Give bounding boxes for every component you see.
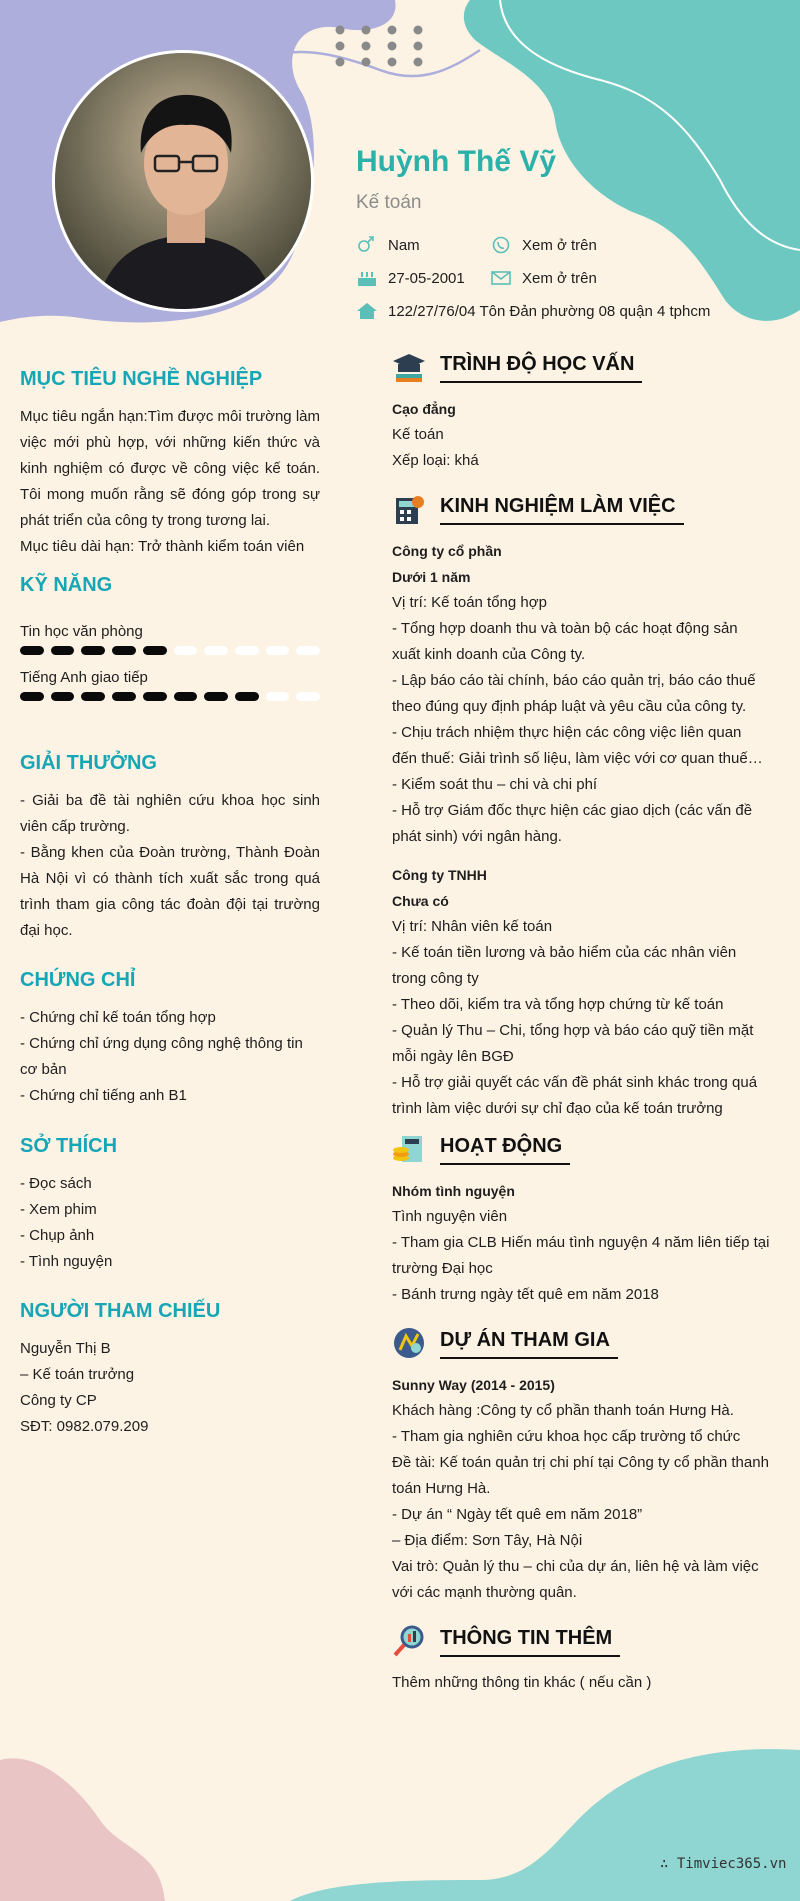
gender-value: Nam (388, 236, 420, 254)
section-title: THÔNG TIN THÊM (440, 1625, 620, 1657)
certificates-section (20, 967, 320, 1109)
skill-level-dash (266, 692, 290, 701)
email-value: Xem ở trên (522, 269, 597, 287)
hobbies-section (20, 1133, 320, 1275)
job-entry (392, 862, 770, 1122)
activities-section (392, 1132, 770, 1308)
dot (414, 42, 423, 51)
skill-level-dash (81, 692, 105, 701)
skill-name: Tin học văn phòng (20, 623, 143, 640)
job-duty: - Kiểm soát thu – chi và chi phí (392, 776, 598, 793)
skill-level-dash (20, 692, 44, 701)
avatar (52, 50, 314, 312)
reference-line: Công ty CP (20, 1392, 97, 1409)
purple-line (265, 50, 480, 76)
address-icon (356, 302, 378, 320)
candidate-name: Huỳnh Thế Vỹ (356, 145, 557, 178)
award-item: - Giải ba đề tài nghiên cứu khoa học sinh viên cấp trường. (20, 792, 320, 835)
objective-long: Mục tiêu dài hạn: Trở thành kiểm toán viên (20, 538, 305, 555)
dot (362, 26, 371, 35)
section-title: NGƯỜI THAM CHIẾU (20, 1300, 221, 1322)
job-title: Kế toán (356, 192, 422, 213)
activity-org: Nhóm tình nguyện (392, 1183, 515, 1199)
phone-icon (490, 236, 512, 254)
job-entry (392, 538, 770, 850)
company-name: Công ty cổ phần (392, 543, 502, 559)
section-header (392, 1326, 770, 1360)
experience-icon (392, 492, 426, 526)
section-title: TRÌNH ĐỘ HỌC VẤN (440, 351, 642, 383)
skill-level-bar (20, 646, 320, 655)
job-duty: - Hỗ trợ giải quyết các vấn đề phát sinh khác trong quá trình làm việc dưới sự chỉ đạo của kế toán trưởng (392, 1074, 758, 1117)
extra-info-text: Thêm những thông tin khác ( nếu cần ) (392, 1674, 652, 1691)
skill-level-dash (20, 646, 44, 655)
section-header (392, 1132, 770, 1166)
email-icon (490, 269, 512, 287)
section-header (392, 350, 770, 384)
extra-info-icon (392, 1624, 426, 1658)
address-row (356, 302, 710, 320)
skill-level-dash (51, 646, 75, 655)
dot (388, 42, 397, 51)
project-icon (392, 1326, 426, 1360)
dot (362, 58, 371, 67)
certificate-item: - Chứng chỉ tiếng anh B1 (20, 1087, 187, 1104)
skill-level-bar (20, 692, 320, 701)
activity-role: Tình nguyện viên (392, 1208, 508, 1225)
job-duration: Dưới 1 năm (392, 569, 471, 585)
hobby-item: - Chụp ảnh (20, 1227, 95, 1244)
certificate-item: - Chứng chỉ kế toán tổng hợp (20, 1009, 216, 1026)
pink-blob (0, 1758, 165, 1901)
project-line: Vai trò: Quản lý thu – chi của dự án, liên hệ và làm việc với các mạnh thường quân. (392, 1558, 759, 1601)
project-line: - Dự án “ Ngày tết quê em năm 2018” (392, 1506, 643, 1523)
project-line: Khách hàng :Công ty cổ phần thanh toán Hưng Hà. (392, 1402, 734, 1419)
section-title: GIẢI THƯỞNG (20, 752, 157, 774)
reference-line: – Kế toán trưởng (20, 1366, 135, 1383)
skill-level-dash (296, 692, 320, 701)
extra-info-section (392, 1624, 770, 1696)
birthday-icon (356, 269, 378, 287)
job-duty: - Chịu trách nhiệm thực hiện các công việc liên quan đến thuế: Giải trình số liệu, làm việc với cơ quan thuế… (392, 724, 763, 767)
projects-section (392, 1326, 770, 1606)
section-title: CHỨNG CHỈ (20, 969, 136, 991)
job-duty: - Lập báo cáo tài chính, báo cáo quản trị, báo cáo thuế theo đúng quy định pháp luật và yêu cầu của công ty. (392, 672, 756, 715)
section-title: KỸ NĂNG (20, 574, 113, 596)
dot (336, 58, 345, 67)
birthday-row (356, 269, 465, 287)
job-position: Vị trí: Kế toán tổng hợp (392, 594, 547, 611)
dot (336, 42, 345, 51)
project-line: – Địa điểm: Sơn Tây, Hà Nội (392, 1532, 583, 1549)
activity-item: - Bánh trưng ngày tết quê em năm 2018 (392, 1286, 659, 1303)
school-name: Cạo đẳng (392, 401, 456, 417)
dot (388, 58, 397, 67)
awards-section (20, 750, 320, 944)
phone-row (490, 236, 597, 254)
gender-icon (356, 236, 378, 254)
job-duty: - Theo dõi, kiểm tra và tổng hợp chứng từ kế toán (392, 996, 724, 1013)
hobby-item: - Xem phim (20, 1201, 97, 1218)
objective-short: Mục tiêu ngắn hạn:Tìm được môi trường làm việc mới phù hợp, với những kiến thức và kinh nghiệm có được về công việc kế toán. Tôi mong muốn rằng sẽ đóng góp trong sự phát triển của công ty trong tương lai. (20, 408, 320, 529)
skills-section (20, 574, 320, 715)
section-title: MỤC TIÊU NGHỀ NGHIỆP (20, 368, 263, 390)
dot (414, 58, 423, 67)
section-header (392, 492, 770, 526)
gender-row (356, 236, 420, 254)
reference-line: Nguyễn Thị B (20, 1340, 111, 1357)
address-value: 122/27/76/04 Tôn Đản phường 08 quận 4 tphcm (388, 302, 711, 320)
dot (362, 42, 371, 51)
job-position: Vị trí: Nhân viên kế toán (392, 918, 553, 935)
graduation-cap-icon (392, 350, 426, 384)
light-teal-blob (290, 1749, 800, 1901)
education-section (392, 350, 770, 474)
watermark: ∴ Timviec365.vn (660, 1856, 787, 1872)
job-duty: - Quản lý Thu – Chi, tổng hợp và báo cáo quỹ tiền mặt mỗi ngày lên BGĐ (392, 1022, 754, 1065)
project-line: - Tham gia nghiên cứu khoa học cấp trường tổ chức (392, 1428, 741, 1445)
skill-level-dash (266, 646, 290, 655)
education-major: Kế toán (392, 426, 444, 443)
avatar-photo (55, 53, 314, 312)
references-section (20, 1298, 320, 1440)
birthday-value: 27-05-2001 (388, 269, 465, 287)
dot (336, 26, 345, 35)
section-title: HOẠT ĐỘNG (440, 1133, 570, 1165)
skill-level-dash (112, 692, 136, 701)
skill-level-dash (143, 646, 167, 655)
section-title: DỰ ÁN THAM GIA (440, 1327, 618, 1359)
section-header (392, 1624, 770, 1658)
skill-level-dash (235, 646, 259, 655)
job-duty: - Hỗ trợ Giám đốc thực hiện các giao dịch (các vấn đề phát sinh) với ngân hàng. (392, 802, 753, 845)
job-duty: - Tổng hợp doanh thu và toàn bộ các hoạt động sản xuất kinh doanh của Công ty. (392, 620, 738, 663)
hobby-item: - Đọc sách (20, 1175, 92, 1192)
section-title: KINH NGHIỆM LÀM VIỆC (440, 493, 684, 525)
certificate-item: - Chứng chỉ ứng dụng công nghệ thông tin cơ bản (20, 1035, 303, 1078)
activity-icon (392, 1132, 426, 1166)
project-name: Sunny Way (2014 - 2015) (392, 1377, 555, 1393)
project-line: Đề tài: Kế toán quản trị chi phí tại Công ty cổ phần thanh toán Hưng Hà. (392, 1454, 769, 1497)
skill-level-dash (112, 646, 136, 655)
job-duty: - Kế toán tiền lương và bảo hiểm của các nhân viên trong công ty (392, 944, 737, 987)
skill-level-dash (81, 646, 105, 655)
section-title: SỞ THÍCH (20, 1135, 118, 1157)
hobby-item: - Tình nguyện (20, 1253, 113, 1270)
experience-section (392, 492, 770, 1122)
dot (414, 26, 423, 35)
skill-level-dash (235, 692, 259, 701)
education-grade: Xếp loại: khá (392, 452, 479, 469)
reference-line: SĐT: 0982.079.209 (20, 1418, 149, 1435)
job-duration: Chưa có (392, 893, 449, 909)
dot (388, 26, 397, 35)
skill-level-dash (296, 646, 320, 655)
skill-level-dash (51, 692, 75, 701)
skill-level-dash (204, 646, 228, 655)
skill-level-dash (204, 692, 228, 701)
company-name: Công ty TNHH (392, 867, 487, 883)
activity-item: - Tham gia CLB Hiến máu tình nguyện 4 năm liên tiếp tại trường Đại học (392, 1234, 770, 1277)
phone-value: Xem ở trên (522, 236, 597, 254)
award-item: - Bằng khen của Đoàn trường, Thành Đoàn Hà Nội vì có thành tích xuất sắc trong quá trình tham gia công tác đoàn đội tại trường đại học. (20, 844, 320, 939)
objective-section (20, 366, 320, 560)
skill-level-dash (174, 692, 198, 701)
skill-name: Tiếng Anh giao tiếp (20, 669, 148, 686)
skill-level-dash (174, 646, 198, 655)
skill-level-dash (143, 692, 167, 701)
email-row (490, 269, 597, 287)
